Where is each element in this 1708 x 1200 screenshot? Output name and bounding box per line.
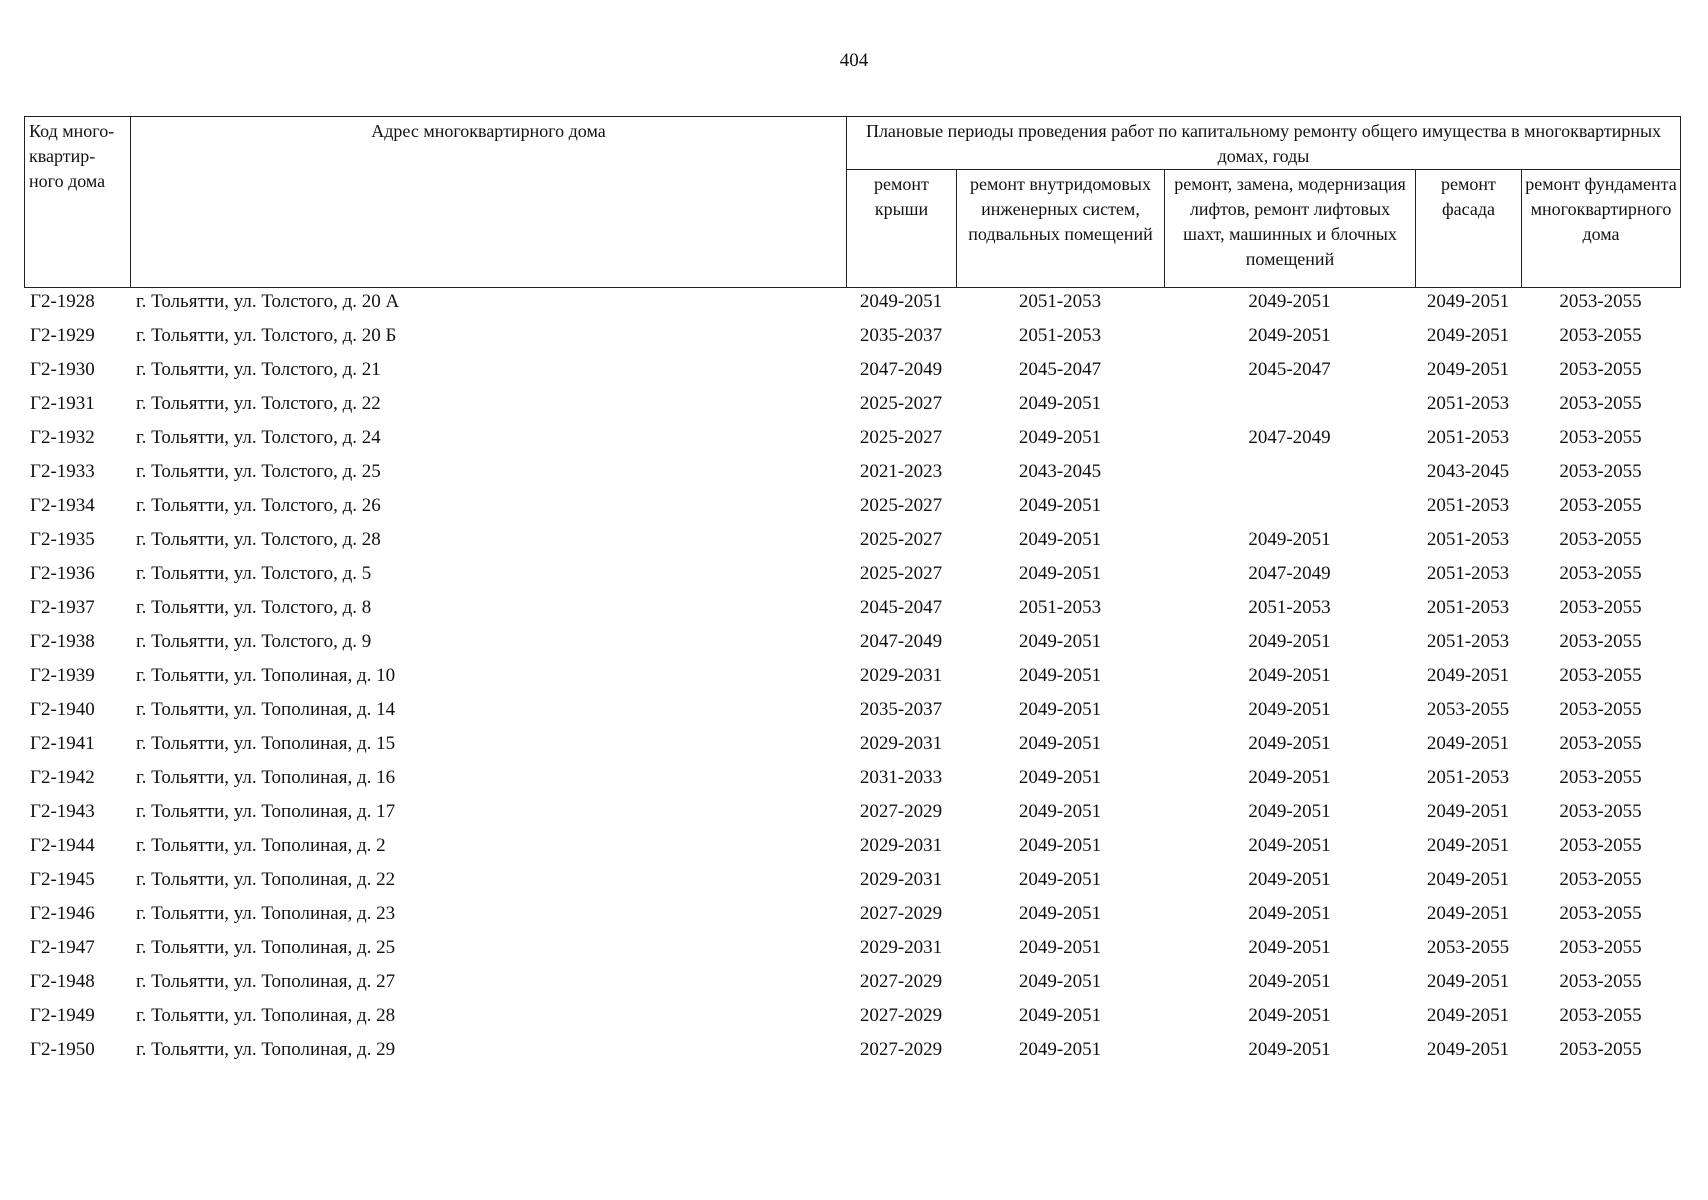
table-row [24, 869, 1680, 903]
cell-engineering: 2043-2045 [1018, 461, 1102, 482]
cell-roof: 2045-2047 [859, 597, 943, 618]
cell-code: Г2-1937 [30, 597, 95, 618]
cell-facade: 2049-2051 [1426, 1039, 1510, 1060]
cell-roof: 2027-2029 [859, 971, 943, 992]
table-row [24, 291, 1680, 325]
table-row [24, 529, 1680, 563]
cell-code: Г2-1947 [30, 937, 95, 958]
cell-facade: 2051-2053 [1426, 767, 1510, 788]
header-foundation: ремонт фундамента многоквартирного дома [1522, 170, 1681, 288]
cell-foundation: 2053-2055 [1559, 971, 1642, 992]
cell-roof: 2029-2031 [859, 835, 943, 856]
cell-facade: 2053-2055 [1426, 937, 1510, 958]
cell-code: Г2-1948 [30, 971, 95, 992]
cell-roof: 2025-2027 [859, 529, 943, 550]
cell-foundation: 2053-2055 [1559, 869, 1642, 890]
table-row [24, 733, 1680, 767]
cell-foundation: 2053-2055 [1559, 665, 1642, 686]
cell-code: Г2-1941 [30, 733, 95, 754]
cell-engineering: 2049-2051 [1018, 801, 1102, 822]
cell-facade: 2053-2055 [1426, 699, 1510, 720]
cell-code: Г2-1930 [30, 359, 95, 380]
table-row [24, 495, 1680, 529]
cell-foundation: 2053-2055 [1559, 1039, 1642, 1060]
table-row [24, 1005, 1680, 1039]
cell-facade: 2051-2053 [1426, 631, 1510, 652]
cell-foundation: 2053-2055 [1559, 699, 1642, 720]
table-row [24, 835, 1680, 869]
cell-code: Г2-1934 [30, 495, 95, 516]
cell-address: г. Тольятти, ул. Тополиная, д. 29 [136, 1039, 396, 1060]
cell-facade: 2049-2051 [1426, 291, 1510, 312]
cell-code: Г2-1949 [30, 1005, 95, 1026]
cell-facade: 2049-2051 [1426, 903, 1510, 924]
cell-address: г. Тольятти, ул. Толстого, д. 22 [136, 393, 381, 414]
table-row [24, 1039, 1680, 1073]
cell-lifts: 2049-2051 [1248, 835, 1331, 856]
cell-lifts: 2049-2051 [1248, 801, 1331, 822]
table-row [24, 427, 1680, 461]
page-number: 404 [839, 50, 869, 71]
cell-address: г. Тольятти, ул. Тополиная, д. 2 [136, 835, 386, 856]
cell-engineering: 2049-2051 [1018, 937, 1102, 958]
table-rows [24, 291, 1680, 1073]
cell-address: г. Тольятти, ул. Тополиная, д. 25 [136, 937, 396, 958]
cell-roof: 2027-2029 [859, 1039, 943, 1060]
cell-code: Г2-1936 [30, 563, 95, 584]
cell-lifts: 2049-2051 [1248, 325, 1331, 346]
cell-foundation: 2053-2055 [1559, 461, 1642, 482]
table-row [24, 597, 1680, 631]
header-periods-group: Плановые периоды проведения работ по капитальному ремонту общего имущества в многоквартирных домах, годы [847, 117, 1681, 170]
cell-lifts [1164, 393, 1415, 427]
cell-lifts: 2047-2049 [1248, 563, 1331, 584]
cell-address: г. Тольятти, ул. Толстого, д. 26 [136, 495, 381, 516]
cell-engineering: 2051-2053 [1018, 291, 1102, 312]
cell-foundation: 2053-2055 [1559, 563, 1642, 584]
cell-engineering: 2051-2053 [1018, 325, 1102, 346]
header-lifts: ремонт, замена, модернизация лифтов, ремонт лифтовых шахт, машинных и блочных помещений [1165, 170, 1416, 288]
cell-roof: 2029-2031 [859, 733, 943, 754]
header-facade: ремонт фасада [1416, 170, 1522, 288]
cell-address: г. Тольятти, ул. Толстого, д. 20 А [136, 291, 400, 312]
cell-foundation: 2053-2055 [1559, 325, 1642, 346]
table-row [24, 903, 1680, 937]
cell-engineering: 2049-2051 [1018, 563, 1102, 584]
cell-code: Г2-1929 [30, 325, 95, 346]
cell-address: г. Тольятти, ул. Толстого, д. 25 [136, 461, 381, 482]
cell-code: Г2-1939 [30, 665, 95, 686]
cell-engineering: 2049-2051 [1018, 1005, 1102, 1026]
cell-roof: 2027-2029 [859, 903, 943, 924]
cell-address: г. Тольятти, ул. Тополиная, д. 23 [136, 903, 396, 924]
cell-address: г. Тольятти, ул. Тополиная, д. 28 [136, 1005, 396, 1026]
cell-roof: 2025-2027 [859, 427, 943, 448]
table-row [24, 631, 1680, 665]
cell-facade: 2049-2051 [1426, 665, 1510, 686]
table-row [24, 563, 1680, 597]
cell-engineering: 2049-2051 [1018, 733, 1102, 754]
cell-engineering: 2049-2051 [1018, 631, 1102, 652]
cell-address: г. Тольятти, ул. Толстого, д. 8 [136, 597, 372, 618]
cell-roof: 2047-2049 [859, 631, 943, 652]
cell-code: Г2-1946 [30, 903, 95, 924]
cell-foundation: 2053-2055 [1559, 529, 1642, 550]
cell-lifts: 2049-2051 [1248, 869, 1331, 890]
cell-roof: 2025-2027 [859, 393, 943, 414]
cell-roof: 2029-2031 [859, 869, 943, 890]
table-row [24, 393, 1680, 427]
cell-code: Г2-1942 [30, 767, 95, 788]
cell-foundation: 2053-2055 [1559, 903, 1642, 924]
cell-lifts: 2049-2051 [1248, 529, 1331, 550]
cell-engineering: 2049-2051 [1018, 495, 1102, 516]
cell-engineering: 2049-2051 [1018, 835, 1102, 856]
cell-foundation: 2053-2055 [1559, 1005, 1642, 1026]
cell-roof: 2025-2027 [859, 563, 943, 584]
cell-engineering: 2049-2051 [1018, 767, 1102, 788]
cell-roof: 2025-2027 [859, 495, 943, 516]
cell-lifts: 2049-2051 [1248, 665, 1331, 686]
cell-code: Г2-1931 [30, 393, 95, 414]
table-row [24, 767, 1680, 801]
cell-address: г. Тольятти, ул. Толстого, д. 5 [136, 563, 372, 584]
header-code: Код много-квартир-ного дома [25, 117, 131, 288]
cell-engineering: 2049-2051 [1018, 427, 1102, 448]
cell-code: Г2-1945 [30, 869, 95, 890]
cell-lifts: 2049-2051 [1248, 631, 1331, 652]
cell-foundation: 2053-2055 [1559, 937, 1642, 958]
cell-code: Г2-1944 [30, 835, 95, 856]
cell-lifts: 2049-2051 [1248, 699, 1331, 720]
cell-code: Г2-1938 [30, 631, 95, 652]
cell-roof: 2049-2051 [859, 291, 943, 312]
cell-address: г. Тольятти, ул. Толстого, д. 20 Б [136, 325, 397, 346]
cell-foundation: 2053-2055 [1559, 767, 1642, 788]
repair-schedule-table [24, 116, 1680, 1073]
cell-engineering: 2049-2051 [1018, 869, 1102, 890]
cell-facade: 2049-2051 [1426, 325, 1510, 346]
cell-roof: 2031-2033 [859, 767, 943, 788]
cell-address: г. Тольятти, ул. Тополиная, д. 10 [136, 665, 396, 686]
cell-lifts: 2049-2051 [1248, 903, 1331, 924]
cell-roof: 2029-2031 [859, 937, 943, 958]
cell-facade: 2049-2051 [1426, 733, 1510, 754]
cell-address: г. Тольятти, ул. Тополиная, д. 17 [136, 801, 396, 822]
cell-code: Г2-1943 [30, 801, 95, 822]
cell-engineering: 2049-2051 [1018, 971, 1102, 992]
cell-foundation: 2053-2055 [1559, 291, 1642, 312]
cell-roof: 2027-2029 [859, 1005, 943, 1026]
cell-lifts [1164, 461, 1415, 495]
cell-code: Г2-1932 [30, 427, 95, 448]
cell-lifts: 2049-2051 [1248, 1039, 1331, 1060]
cell-lifts: 2049-2051 [1248, 767, 1331, 788]
cell-address: г. Тольятти, ул. Тополиная, д. 27 [136, 971, 396, 992]
cell-foundation: 2053-2055 [1559, 495, 1642, 516]
cell-address: г. Тольятти, ул. Толстого, д. 28 [136, 529, 381, 550]
table-body [24, 291, 1680, 1073]
cell-code: Г2-1933 [30, 461, 95, 482]
cell-foundation: 2053-2055 [1559, 733, 1642, 754]
cell-engineering: 2049-2051 [1018, 393, 1102, 414]
table-row [24, 971, 1680, 1005]
cell-engineering: 2045-2047 [1018, 359, 1102, 380]
table-row [24, 461, 1680, 495]
cell-address: г. Тольятти, ул. Толстого, д. 9 [136, 631, 372, 652]
cell-engineering: 2051-2053 [1018, 597, 1102, 618]
cell-code: Г2-1950 [30, 1039, 95, 1060]
table-row [24, 937, 1680, 971]
cell-foundation: 2053-2055 [1559, 393, 1642, 414]
header-engineering: ремонт внутридомовых инженерных систем, подвальных помещений [957, 170, 1165, 288]
cell-lifts: 2049-2051 [1248, 1005, 1331, 1026]
cell-facade: 2051-2053 [1426, 563, 1510, 584]
cell-roof: 2035-2037 [859, 325, 943, 346]
cell-facade: 2049-2051 [1426, 971, 1510, 992]
cell-roof: 2047-2049 [859, 359, 943, 380]
cell-facade: 2049-2051 [1426, 801, 1510, 822]
cell-foundation: 2053-2055 [1559, 427, 1642, 448]
cell-address: г. Тольятти, ул. Тополиная, д. 22 [136, 869, 396, 890]
table-row [24, 359, 1680, 393]
cell-lifts: 2049-2051 [1248, 937, 1331, 958]
cell-lifts: 2051-2053 [1248, 597, 1331, 618]
header-roof: ремонт крыши [847, 170, 957, 288]
cell-facade: 2051-2053 [1426, 427, 1510, 448]
cell-lifts: 2049-2051 [1248, 291, 1331, 312]
table-header [24, 116, 1681, 288]
cell-lifts: 2049-2051 [1248, 971, 1331, 992]
cell-facade: 2049-2051 [1426, 835, 1510, 856]
cell-lifts: 2049-2051 [1248, 733, 1331, 754]
cell-facade: 2051-2053 [1426, 495, 1510, 516]
cell-address: г. Тольятти, ул. Толстого, д. 24 [136, 427, 381, 448]
cell-address: г. Тольятти, ул. Толстого, д. 21 [136, 359, 381, 380]
cell-code: Г2-1940 [30, 699, 95, 720]
cell-lifts: 2045-2047 [1248, 359, 1331, 380]
cell-engineering: 2049-2051 [1018, 699, 1102, 720]
cell-facade: 2051-2053 [1426, 393, 1510, 414]
cell-roof: 2035-2037 [859, 699, 943, 720]
cell-roof: 2027-2029 [859, 801, 943, 822]
cell-roof: 2021-2023 [859, 461, 943, 482]
cell-facade: 2049-2051 [1426, 869, 1510, 890]
cell-code: Г2-1935 [30, 529, 95, 550]
cell-foundation: 2053-2055 [1559, 801, 1642, 822]
cell-roof: 2029-2031 [859, 665, 943, 686]
cell-foundation: 2053-2055 [1559, 631, 1642, 652]
cell-facade: 2051-2053 [1426, 597, 1510, 618]
cell-engineering: 2049-2051 [1018, 1039, 1102, 1060]
cell-facade: 2043-2045 [1426, 461, 1510, 482]
table-row [24, 801, 1680, 835]
header-address: Адрес многоквартирного дома [131, 117, 847, 288]
table-row [24, 699, 1680, 733]
cell-engineering: 2049-2051 [1018, 665, 1102, 686]
cell-foundation: 2053-2055 [1559, 359, 1642, 380]
table-row [24, 665, 1680, 699]
cell-address: г. Тольятти, ул. Тополиная, д. 14 [136, 699, 396, 720]
cell-facade: 2049-2051 [1426, 359, 1510, 380]
cell-facade: 2051-2053 [1426, 529, 1510, 550]
cell-lifts: 2047-2049 [1248, 427, 1331, 448]
table-row [24, 325, 1680, 359]
cell-facade: 2049-2051 [1426, 1005, 1510, 1026]
cell-foundation: 2053-2055 [1559, 597, 1642, 618]
cell-lifts [1164, 495, 1415, 529]
cell-foundation: 2053-2055 [1559, 835, 1642, 856]
cell-engineering: 2049-2051 [1018, 903, 1102, 924]
cell-address: г. Тольятти, ул. Тополиная, д. 15 [136, 733, 396, 754]
cell-address: г. Тольятти, ул. Тополиная, д. 16 [136, 767, 396, 788]
cell-engineering: 2049-2051 [1018, 529, 1102, 550]
cell-code: Г2-1928 [30, 291, 95, 312]
